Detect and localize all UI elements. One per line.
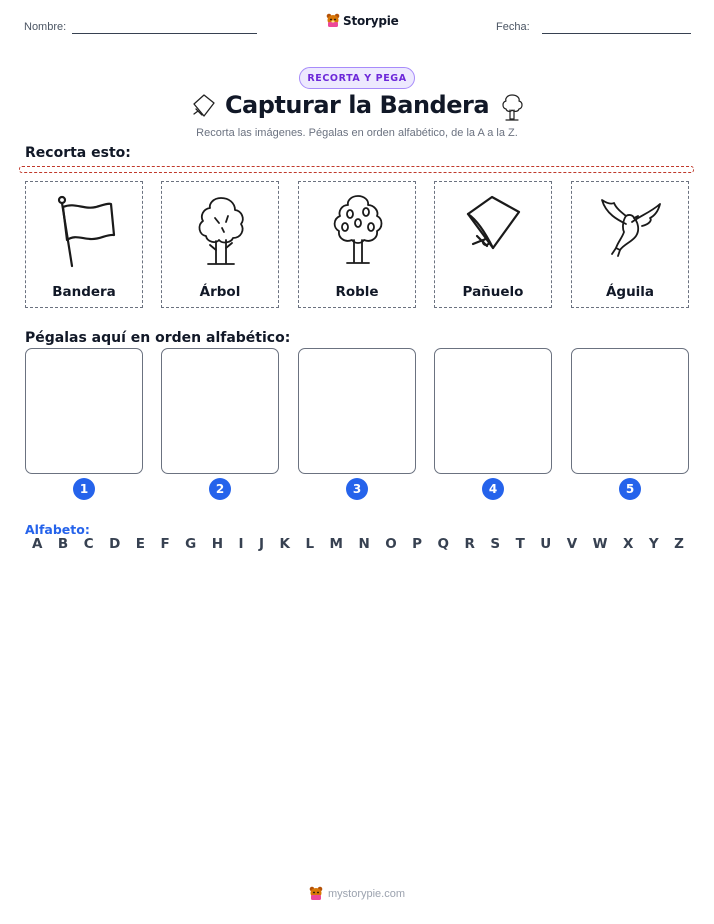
alphabet-letter: U — [540, 536, 552, 552]
alphabet-letter: L — [305, 536, 315, 552]
brand-name: Storypie — [343, 13, 399, 28]
alphabet-letter: J — [259, 536, 265, 552]
tree-icon — [186, 190, 256, 276]
footer-url[interactable]: mystorypie.com — [327, 887, 406, 900]
paste-section-label: Pégalas aquí en orden alfabético: — [25, 330, 291, 346]
cut-card-tree[interactable] — [161, 181, 279, 308]
slot-number-badge: 1 — [73, 478, 95, 500]
alphabet-letter: I — [238, 536, 244, 552]
alphabet-letter: R — [464, 536, 475, 552]
paste-slot-4[interactable] — [434, 348, 552, 474]
alphabet-letter: H — [211, 536, 224, 552]
tree-small-icon — [498, 91, 526, 123]
slot-number-badge: 3 — [346, 478, 368, 500]
bear-icon — [309, 886, 323, 901]
alphabet-letter: G — [185, 536, 197, 552]
alphabet-letter: B — [57, 536, 69, 552]
alphabet-letter: Y — [648, 536, 659, 552]
cut-card-oak[interactable] — [298, 181, 416, 308]
name-label: Nombre: — [24, 21, 67, 33]
alphabet-letter: X — [623, 536, 634, 552]
date-line[interactable] — [542, 33, 691, 34]
page-title: Capturar la Bandera — [224, 91, 490, 119]
alphabet-label: Alfabeto: — [25, 522, 90, 537]
cut-line — [19, 166, 694, 173]
bear-icon — [326, 13, 340, 28]
cut-section-label: Recorta esto: — [25, 145, 131, 161]
cut-card-bandana[interactable] — [434, 181, 552, 308]
flag-icon — [50, 190, 120, 276]
cut-card-eagle[interactable] — [571, 181, 689, 308]
alphabet-letter: O — [385, 536, 397, 552]
bandana-icon — [459, 190, 529, 276]
eagle-icon — [596, 190, 666, 276]
alphabet-letter: D — [109, 536, 121, 552]
card-label: Árbol — [199, 284, 241, 300]
alphabet-letter: M — [329, 536, 343, 552]
alphabet-letter: T — [515, 536, 525, 552]
activity-badge: RECORTA Y PEGA — [299, 67, 415, 89]
card-label: Pañuelo — [462, 284, 524, 300]
slot-number-badge: 5 — [619, 478, 641, 500]
slot-number-badge: 2 — [209, 478, 231, 500]
paste-slot-5[interactable] — [571, 348, 689, 474]
alphabet-row — [25, 536, 689, 552]
oak-tree-icon — [323, 190, 393, 276]
alphabet-letter: K — [279, 536, 290, 552]
card-label: Bandera — [52, 284, 116, 300]
paste-slot-2[interactable] — [161, 348, 279, 474]
alphabet-letter: P — [412, 536, 423, 552]
alphabet-letter: V — [566, 536, 578, 552]
alphabet-letter: E — [135, 536, 145, 552]
alphabet-letter: N — [358, 536, 370, 552]
alphabet-letter: Z — [674, 536, 684, 552]
alphabet-letter: W — [592, 536, 608, 552]
date-label: Fecha: — [496, 21, 530, 33]
name-line[interactable] — [72, 33, 257, 34]
paste-slot-1[interactable] — [25, 348, 143, 474]
alphabet-letter: F — [160, 536, 170, 552]
cut-card-flag[interactable] — [25, 181, 143, 308]
alphabet-letter: C — [83, 536, 94, 552]
alphabet-letter: Q — [437, 536, 450, 552]
alphabet-letter: A — [32, 536, 43, 552]
card-label: Águila — [605, 284, 655, 300]
instructions: Recorta las imágenes. Pégalas en orden alfabético, de la A a la Z. — [196, 127, 518, 139]
alphabet-letter: S — [490, 536, 501, 552]
brand-logo — [326, 13, 399, 28]
card-label: Roble — [335, 284, 379, 300]
slot-number-badge: 4 — [482, 478, 504, 500]
paste-slot-3[interactable] — [298, 348, 416, 474]
footer — [0, 886, 714, 901]
